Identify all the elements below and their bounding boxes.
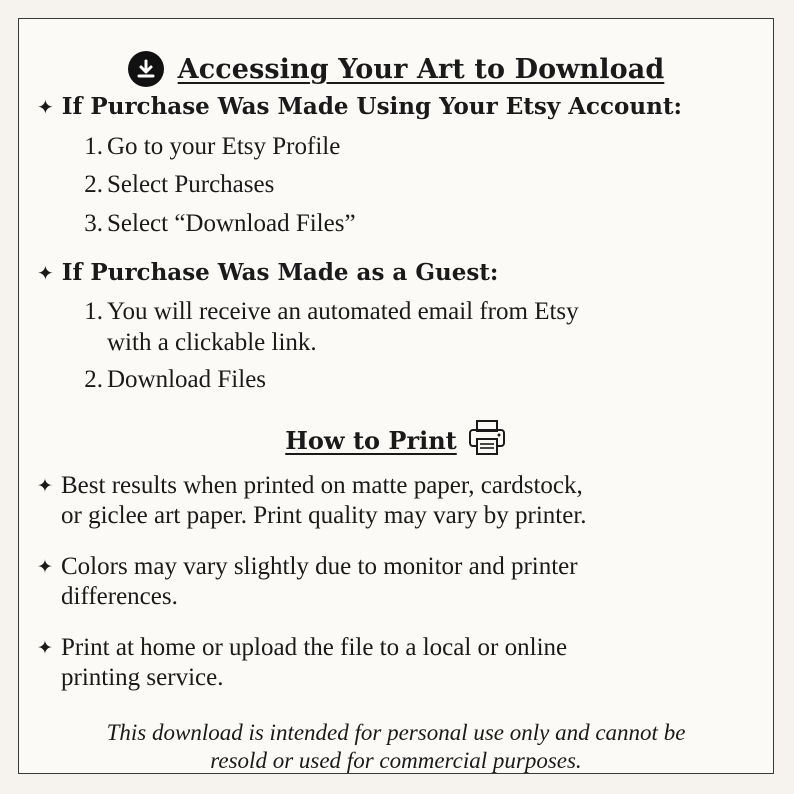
sparkle-icon: ✦ [37,475,53,497]
list-item [81,208,356,239]
print-heading: How to Print [285,425,457,455]
bullet-line: Print at home or upload the file to a local or online [61,634,568,661]
print-heading-row [19,419,773,461]
step-number: 3. [84,210,103,237]
bullet-text [61,633,757,693]
title-row [19,51,773,87]
list-item [81,131,340,162]
step-text [107,296,579,358]
usage-disclaimer [19,719,773,775]
bullet-text [61,471,757,531]
step-text: Download Files [107,366,267,393]
list-item [81,364,266,395]
section-heading-text: If Purchase Was Made as a Guest: [61,259,499,286]
step-number: 1. [84,133,103,160]
sparkle-icon: ✦ [37,261,54,285]
step-number: 2. [84,171,103,198]
list-item [81,169,274,200]
sparkle-icon: ✦ [37,95,54,119]
step-text: Select “Download Files” [107,210,356,237]
bullet-line: Colors may vary slightly due to monitor and printer [61,553,578,580]
list-item [37,552,757,612]
content-frame [18,18,774,774]
sparkle-icon: ✦ [37,556,53,578]
section-heading-text: If Purchase Was Made Using Your Etsy Account: [61,93,682,120]
bullet-line: differences. [61,583,178,610]
bullet-line: or giclee art paper. Print quality may vary by printer. [61,502,587,529]
step-number: 2. [84,366,103,393]
section-heading-guest [37,259,498,286]
step-text: Go to your Etsy Profile [107,133,341,160]
step-number: 1. [84,298,103,325]
bullet-text [61,552,757,612]
list-item [37,471,757,531]
bullet-line: printing service. [61,664,224,691]
download-icon [128,51,164,87]
page-title: Accessing Your Art to Download [177,53,665,85]
list-item [37,633,757,693]
sparkle-icon: ✦ [37,637,53,659]
section-heading-etsy-account [37,93,682,120]
disclaimer-line: This download is intended for personal use only and cannot be [106,720,686,745]
printer-icon [467,419,507,461]
step-text-line: with a clickable link. [107,329,317,356]
bullet-line: Best results when printed on matte paper, cardstock, [61,472,583,499]
step-text-line: You will receive an automated email from Etsy [107,298,579,325]
disclaimer-line: resold or used for commercial purposes. [210,748,582,773]
list-item [81,296,579,358]
step-text: Select Purchases [107,171,275,198]
